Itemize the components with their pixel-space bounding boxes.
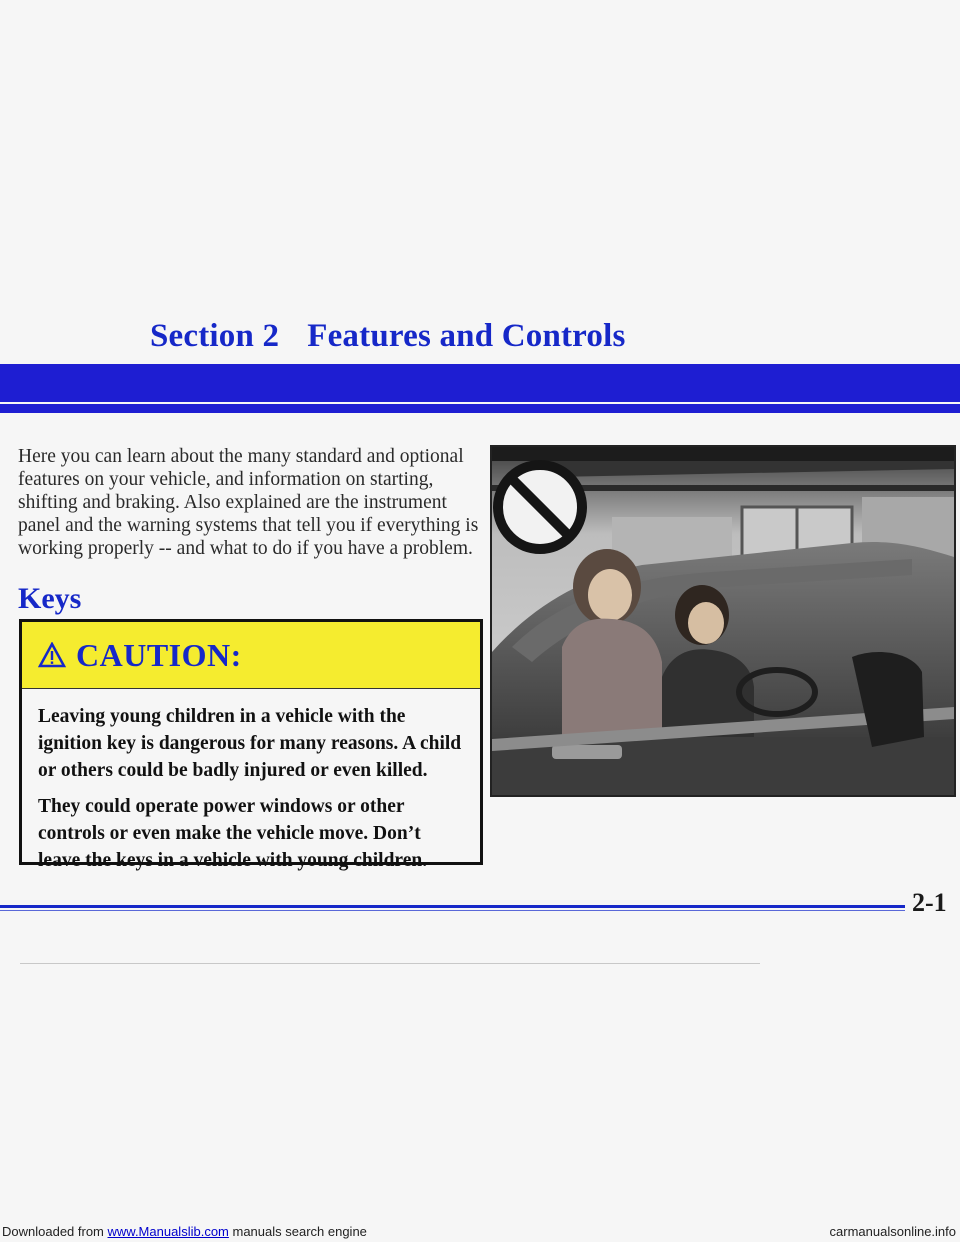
- section-number: Section 2: [150, 318, 280, 354]
- download-prefix: Downloaded from: [2, 1224, 108, 1239]
- keys-heading: Keys: [18, 582, 82, 615]
- manualslib-link[interactable]: www.Manualslib.com: [107, 1224, 229, 1239]
- scan-line: [20, 963, 760, 964]
- caution-body: [22, 689, 480, 874]
- caution-paragraph: Leaving young children in a vehicle with the ignition key is dangerous for many reasons. A child or others could be badly injured or even killed.: [38, 706, 462, 781]
- caution-box: [19, 619, 483, 871]
- download-notice: [2, 1224, 367, 1239]
- footer-rule-thin: [0, 910, 905, 911]
- header-band: [0, 364, 960, 402]
- download-suffix: manuals search engine: [228, 1224, 367, 1239]
- intro-text: [18, 445, 488, 560]
- caution-label: CAUTION:: [76, 636, 242, 673]
- caution-header: [22, 622, 480, 689]
- intro-paragraph: Here you can learn about the many standard and optional features on your vehicle, and information on starting, shifting and braking. Also explained are the instrument panel and the warning systems that tell you if everything is working properly -- and what to do if you have a problem.: [18, 446, 479, 559]
- section-title: Features and Controls: [307, 318, 626, 354]
- page-number: 2-1: [912, 888, 947, 917]
- header-band-thin: [0, 404, 960, 413]
- children-in-car-illustration: [490, 445, 956, 797]
- download-footer: [0, 1222, 960, 1242]
- watermark: carmanualsonline.info: [829, 1224, 956, 1239]
- illustration-graphic: [492, 447, 954, 795]
- footer-rule: [0, 905, 905, 908]
- caution-paragraph: They could operate power windows or other controls or even make the vehicle move. Don’t leave the keys in a vehicle with young children.: [38, 796, 428, 871]
- warning-triangle-icon: [38, 642, 66, 668]
- page-title: [150, 318, 626, 355]
